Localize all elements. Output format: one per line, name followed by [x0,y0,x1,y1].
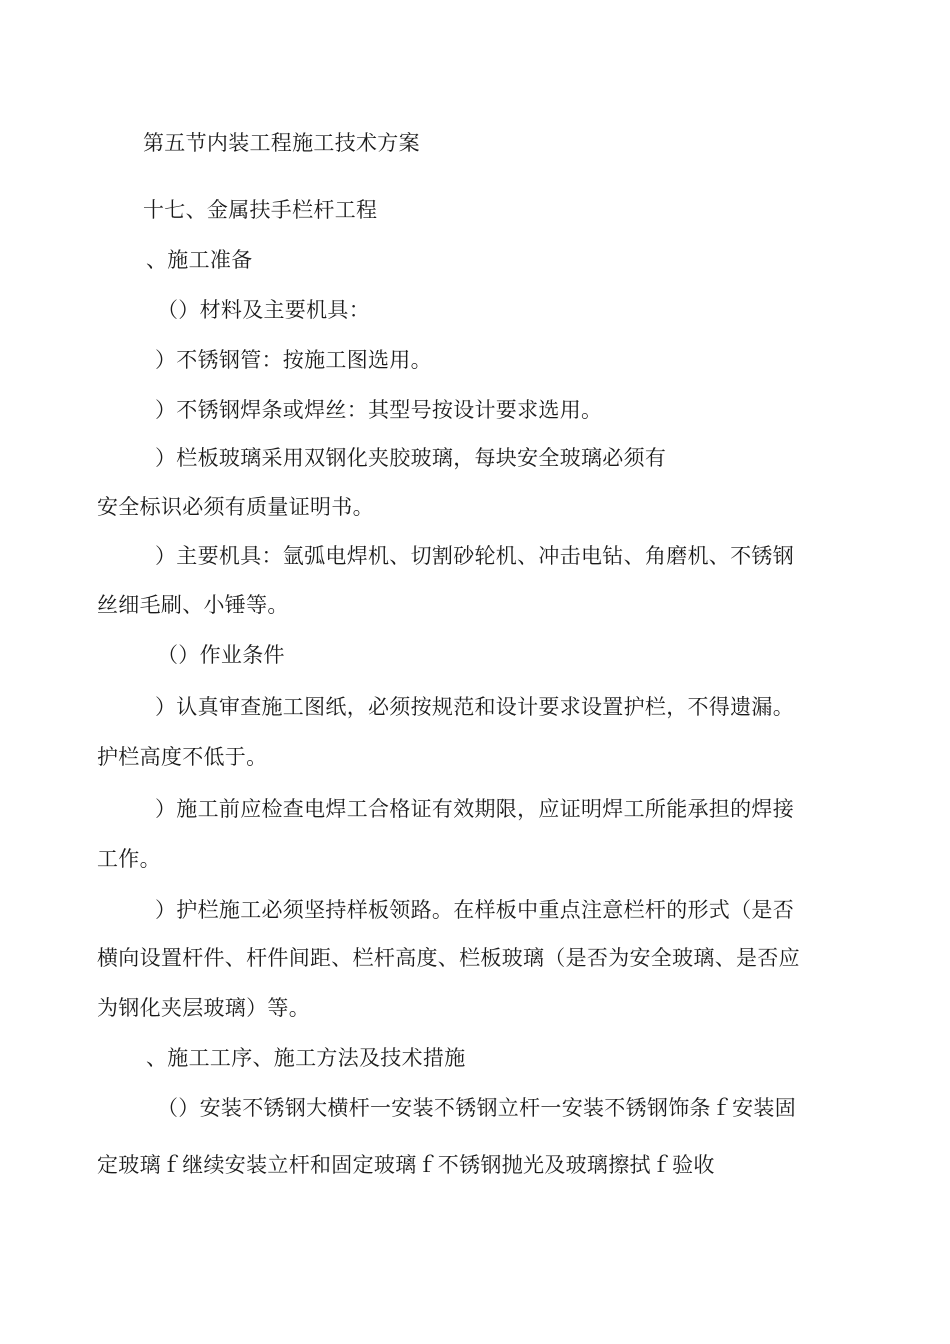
paragraph-line: 丝细毛刷、小锤等。 [97,593,289,617]
paragraph-line: 护栏高度不低于。 [97,745,268,769]
paragraph-line: ）主要机具：氩弧电焊机、切割砂轮机、冲击电钻、角磨机、不锈钢 [155,544,794,568]
paragraph-line: （）材料及主要机具： [157,298,370,322]
paragraph-line: 为钢化夹层玻璃）等。 [97,996,310,1020]
subheading-conditions: （）作业条件 [157,643,285,667]
subheading-preparation: 、施工准备 [146,248,253,272]
paragraph-line: ）不锈钢焊条或焊丝：其型号按设计要求选用。 [155,398,603,422]
paragraph-line: ）栏板玻璃采用双钢化夹胶玻璃，每块安全玻璃必须有 [155,446,667,470]
paragraph-line: 定玻璃ｆ继续安装立杆和固定玻璃ｆ不锈钢抛光及玻璃擦拭ｆ验收 [97,1153,715,1177]
paragraph-line: ）施工前应检查电焊工合格证有效期限，应证明焊工所能承担的焊接 [155,797,794,821]
chapter-heading: 十七、金属扶手栏杆工程 [143,198,378,222]
paragraph-line: 横向设置杆件、杆件间距、栏杆高度、栏板玻璃（是否为安全玻璃、是否应 [97,946,800,970]
paragraph-line: （）安装不锈钢大横杆一安装不锈钢立杆一安装不锈钢饰条ｆ安装固 [157,1096,796,1120]
paragraph-line: ）不锈钢管：按施工图选用。 [155,348,432,372]
paragraph-line: 安全标识必须有质量证明书。 [97,495,374,519]
paragraph-line: ）护栏施工必须坚持样板领路。在样板中重点注意栏杆的形式（是否 [155,898,794,922]
subheading-procedure: 、施工工序、施工方法及技术措施 [146,1046,466,1070]
paragraph-line: ）认真审查施工图纸，必须按规范和设计要求设置护栏，不得遗漏。 [155,695,794,719]
paragraph-line: 工作。 [97,847,161,871]
section-heading: 第五节内装工程施工技术方案 [143,131,420,155]
